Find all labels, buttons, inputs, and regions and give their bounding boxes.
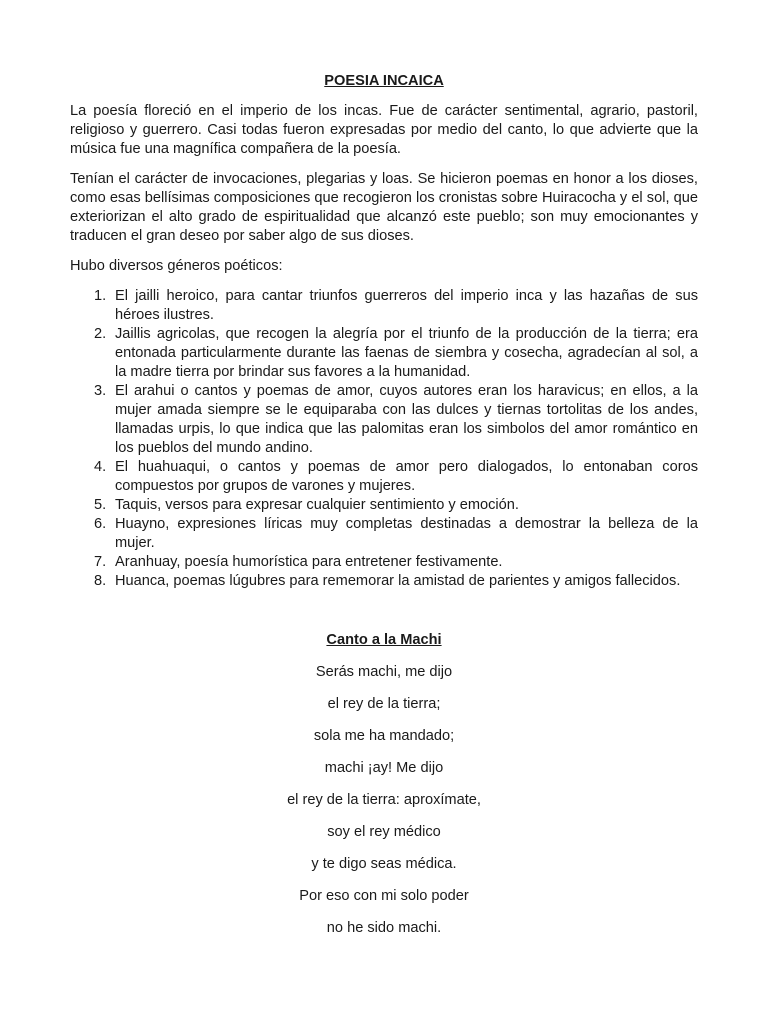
poem-line: sola me ha mandado; (313, 728, 455, 744)
list-item: 7. Aranhuay, poesía humorística para entretener festivamente. (94, 554, 503, 570)
list-item: 5. Taquis, versos para expresar cualquier sentimiento y emoción. (94, 497, 519, 513)
poem-line: y te digo seas médica. (311, 856, 457, 872)
intro-paragraph: La poesía floreció en el imperio de los incas. Fue de carácter sentimental, agrario, pastoril, religioso y guerrero. Casi todas fueron expresadas por medio del canto, lo que advierte que la música fue una magnífica compañera de la poesía. (70, 103, 698, 157)
list-item: 1. El jailli heroico, para cantar triunfos guerreros del imperio inca y las hazañas de sus héroes ilustres. (94, 288, 698, 323)
poem-line: Por eso con mi solo poder (299, 888, 469, 904)
poem-line: machi ¡ay! Me dijo (324, 760, 444, 776)
poem-line: no he sido machi. (326, 920, 442, 936)
poem-line: soy el rey médico (327, 824, 441, 840)
list-item: 3. El arahui o cantos y poemas de amor, cuyos autores eran los haravicus; en ellos, a la mujer amada siempre se le equiparaba con las dulces y tiernas tortolitas de los andes, llamadas urpis, lo que indica que las palomitas eran los simbolos del amor romántico en los pueblos del mundo andino. (94, 383, 698, 456)
list-item: 6. Huayno, expresiones líricas muy completas destinadas a demostrar la belleza de la mujer. (94, 516, 698, 551)
genres-list (70, 287, 698, 591)
list-item: 8. Huanca, poemas lúgubres para rememorar la amistad de parientes y amigos fallecidos. (94, 573, 681, 589)
poem-line: el rey de la tierra; (327, 696, 441, 712)
poem-title: Canto a la Machi (326, 632, 442, 648)
poem-section (70, 631, 698, 938)
genres-intro: Hubo diversos géneros poéticos: (70, 258, 283, 274)
document-title: POESIA INCAICA (324, 73, 444, 89)
list-item: 2. Jaillis agricolas, que recogen la alegría por el triunfo de la producción de la tierra; era entonada particularmente durante las faenas de siembra y cosecha, agradecían al sol, a la madre tierra por brindar sus favores a la humanidad. (94, 326, 698, 380)
document-page (70, 72, 698, 951)
poem-line: el rey de la tierra: aproxímate, (287, 792, 481, 808)
invocations-paragraph: Tenían el carácter de invocaciones, plegarias y loas. Se hicieron poemas en honor a los dioses, como esas bellísimas composiciones que recogieron los cronistas sobre Huiracocha y el sol, que exteriorizan el alto grado de espiritualidad que alcanzó este pueblo; son muy emocionantes y traducen el gran deseo por saber algo de sus dioses. (70, 171, 698, 244)
list-item: 4. El huahuaqui, o cantos y poemas de amor pero dialogados, lo entonaban coros compuestos por grupos de varones y mujeres. (94, 459, 698, 494)
poem-line: Serás machi, me dijo (315, 664, 453, 680)
